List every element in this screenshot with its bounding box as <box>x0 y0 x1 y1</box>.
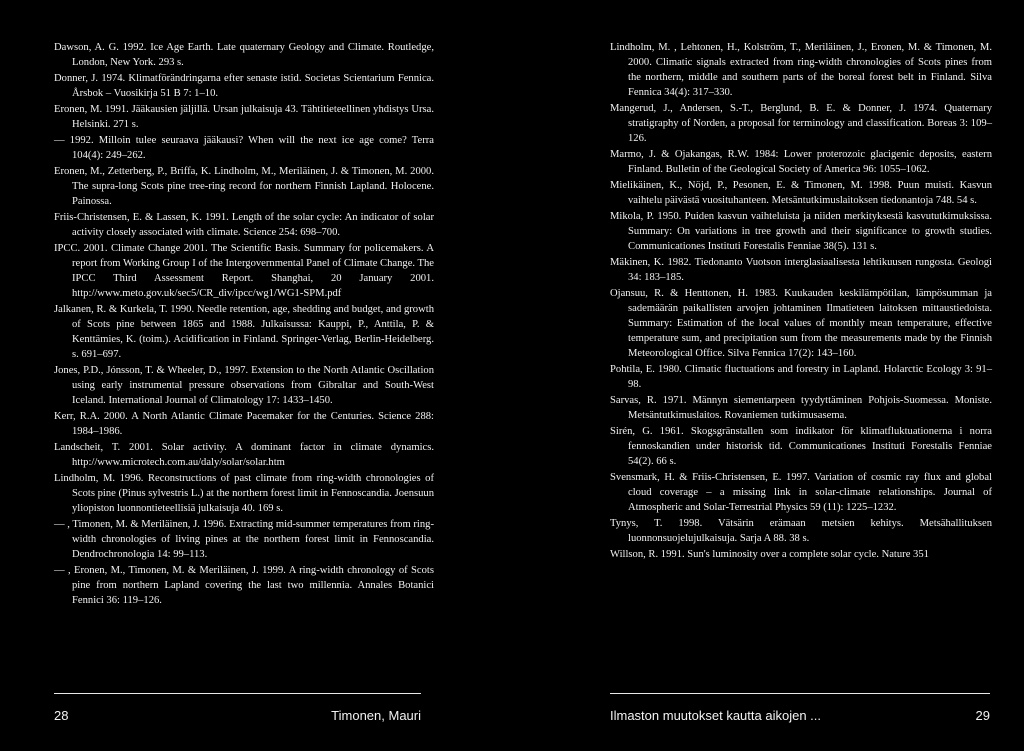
reference-item: Tynys, T. 1998. Vätsärin erämaan metsien kehitys. Metsähallituksen luonnonsuojelujulkaisuja. Sarja A 88. 38 s. <box>610 518 992 544</box>
reference-item: Ojansuu, R. & Henttonen, H. 1983. Kuukauden keskilämpötilan, lämpösumman ja sademäärän paikallisten arvojen johtaminen Ilmatieteen laitoksen mittaustiedoista. Summary: Estimation of the local values of monthly mean temperature, effective temperature sum, and precipitation sum from the measurements made by the Finnish Meteorological Office. Silva Fennica 17(2): 143–160. <box>610 288 992 359</box>
reference-item: Jones, P.D., Jónsson, T. & Wheeler, D., 1997. Extension to the North Atlantic Oscillation using early instrumental pressure observations from Gibraltar and South-West Iceland. International Journal of Climatology 17: 1433–1450. <box>54 365 434 406</box>
reference-item: Landscheit, T. 2001. Solar activity. A dominant factor in climate dynamics. http://www.microtech.com.au/daly/solar/solar.htm <box>54 442 434 468</box>
reference-item: Dawson, A. G. 1992. Ice Age Earth. Late quaternary Geology and Climate. Routledge, London, New York. 293 s. <box>54 42 434 68</box>
reference-item: Kerr, R.A. 2000. A North Atlantic Climate Pacemaker for the Centuries. Science 288: 1984–1986. <box>54 411 434 437</box>
reference-item: — , Eronen, M., Timonen, M. & Meriläinen, J. 1999. A ring-width chronology of Scots pine from northern Lapland covering the last two millennia. Annales Botanici Fennici 36: 119–126. <box>54 565 434 606</box>
reference-list-right <box>610 40 992 563</box>
reference-item: Donner, J. 1974. Klimatförändringarna efter senaste istid. Societas Scientarium Fennica. Årsbok – Vuosikirja 51 B 7: 1–10. <box>54 73 434 99</box>
right-page <box>512 0 1024 751</box>
reference-item: Sarvas, R. 1971. Männyn siementarpeen tyydyttäminen Pohjois-Suomessa. Moniste. Metsäntutkimuslaitos. Rovaniemen tutkimusasema. <box>610 395 992 421</box>
reference-item: Marmo, J. & Ojakangas, R.W. 1984: Lower proterozoic glacigenic deposits, eastern Finland. Bulletin of the Geological Society of America 96: 1055–1062. <box>610 149 992 175</box>
reference-item: Svensmark, H. & Friis-Christensen, E. 1997. Variation of cosmic ray flux and global cloud coverage – a missing link in solar-climate relationships. Journal of Atmospheric and Solar-Terrestrial Physics 59 (11): 1225–1232. <box>610 472 992 513</box>
reference-item: Sirén, G. 1961. Skogsgränstallen som indikator för klimatfluktuationerna i norra fennoskandien under historisk tid. Communicationes Instituti Forestalis Fenniae 54(2). 66 s. <box>610 426 992 467</box>
reference-item: — 1992. Milloin tulee seuraava jääkausi? When will the next ice age come? Terra 104(4): 249–262. <box>54 135 434 161</box>
reference-item: Eronen, M. 1991. Jääkausien jäljillä. Ursan julkaisuja 43. Tähtitieteellinen yhdistys Ursa. Helsinki. 271 s. <box>54 104 434 130</box>
reference-item: Lindholm, M. 1996. Reconstructions of past climate from ring-width chronologies of Scots pine (Pinus sylvestris L.) at the northern forest limit in Fennoscandia. Joensuun yliopiston luonnontieteellisiä julkaisuja 40. 169 s. <box>54 473 434 514</box>
running-footer-author: Timonen, Mauri <box>331 708 421 723</box>
reference-item: IPCC. 2001. Climate Change 2001. The Scientific Basis. Summary for policemakers. A report from Working Group I of the Intergovernmental Panel of Climate Change. The IPCC Third Assessment Report. Shanghai, 20 January 2001. http://www.meto.gov.uk/sec5/CR_div/ipcc/wg1/WG1-SPM.pdf <box>54 243 434 299</box>
reference-item: Mielikäinen, K., Nöjd, P., Pesonen, E. & Timonen, M. 1998. Puun muisti. Kasvun vaihtelu päivästä vuosituhanteen. Metsäntutkimuslaitoksen tiedonantoja 748. 54 s. <box>610 180 992 206</box>
reference-item: — , Timonen, M. & Meriläinen, J. 1996. Extracting mid-summer temperatures from ring-width chronologies of living pines at the northern forest limit in Fennoscandia. Dendrochronologia 14: 99–113. <box>54 519 434 560</box>
reference-list-left <box>54 40 434 609</box>
reference-item: Pohtila, E. 1980. Climatic fluctuations and forestry in Lapland. Holarctic Ecology 3: 91–98. <box>610 364 992 390</box>
reference-item: Mangerud, J., Andersen, S.-T., Berglund, B. E. & Donner, J. 1974. Quaternary stratigraphy of Norden, a proposal for terminology and classification. Boreas 3: 109–126. <box>610 103 992 144</box>
footer-rule-left <box>54 693 421 694</box>
page-number-left: 28 <box>54 708 69 723</box>
page-number-right: 29 <box>975 708 990 723</box>
reference-item: Friis-Christensen, E. & Lassen, K. 1991. Length of the solar cycle: An indicator of solar activity closely associated with climate. Science 254: 698–700. <box>54 212 434 238</box>
footer-rule-right <box>610 693 990 694</box>
reference-item: Eronen, M., Zetterberg, P., Briffa, K. Lindholm, M., Meriläinen, J. & Timonen, M. 2000. The supra-long Scots pine tree-ring record for northern Finnish Lapland. Holocene. Painossa. <box>54 166 434 207</box>
reference-item: Jalkanen, R. & Kurkela, T. 1990. Needle retention, age, shedding and budget, and growth of Scots pine between 1865 and 1988. Julkaisussa: Kauppi, P., Anttila, P. & Kenttämies, K. (toim.). Acidification in Finland. Springer-Verlag, Berlin-Heidelberg. s. 691–697. <box>54 304 434 360</box>
reference-item: Mikola, P. 1950. Puiden kasvun vaihteluista ja niiden merkityksestä kasvututkimuksissa. Summary: On variations in tree growth and their significance to growth studies. Communicationes Instituti Forestalis Fenniae 38(5). 131 s. <box>610 211 992 252</box>
reference-item: Lindholm, M. , Lehtonen, H., Kolström, T., Meriläinen, J., Eronen, M. & Timonen, M. 2000. Climatic signals extracted from ring-width chronologies of Scots pines from the northern, middle and southern parts of the boreal forest belt in Finland. Silva Fennica 34(4): 317–330. <box>610 42 992 98</box>
running-footer-title: Ilmaston muutokset kautta aikojen ... <box>610 708 821 723</box>
reference-item: Willson, R. 1991. Sun's luminosity over a complete solar cycle. Nature 351 <box>610 549 929 560</box>
reference-item: Mäkinen, K. 1982. Tiedonanto Vuotson interglasiaalisesta lehtikuusen rungosta. Geologi 34: 183–185. <box>610 257 992 283</box>
